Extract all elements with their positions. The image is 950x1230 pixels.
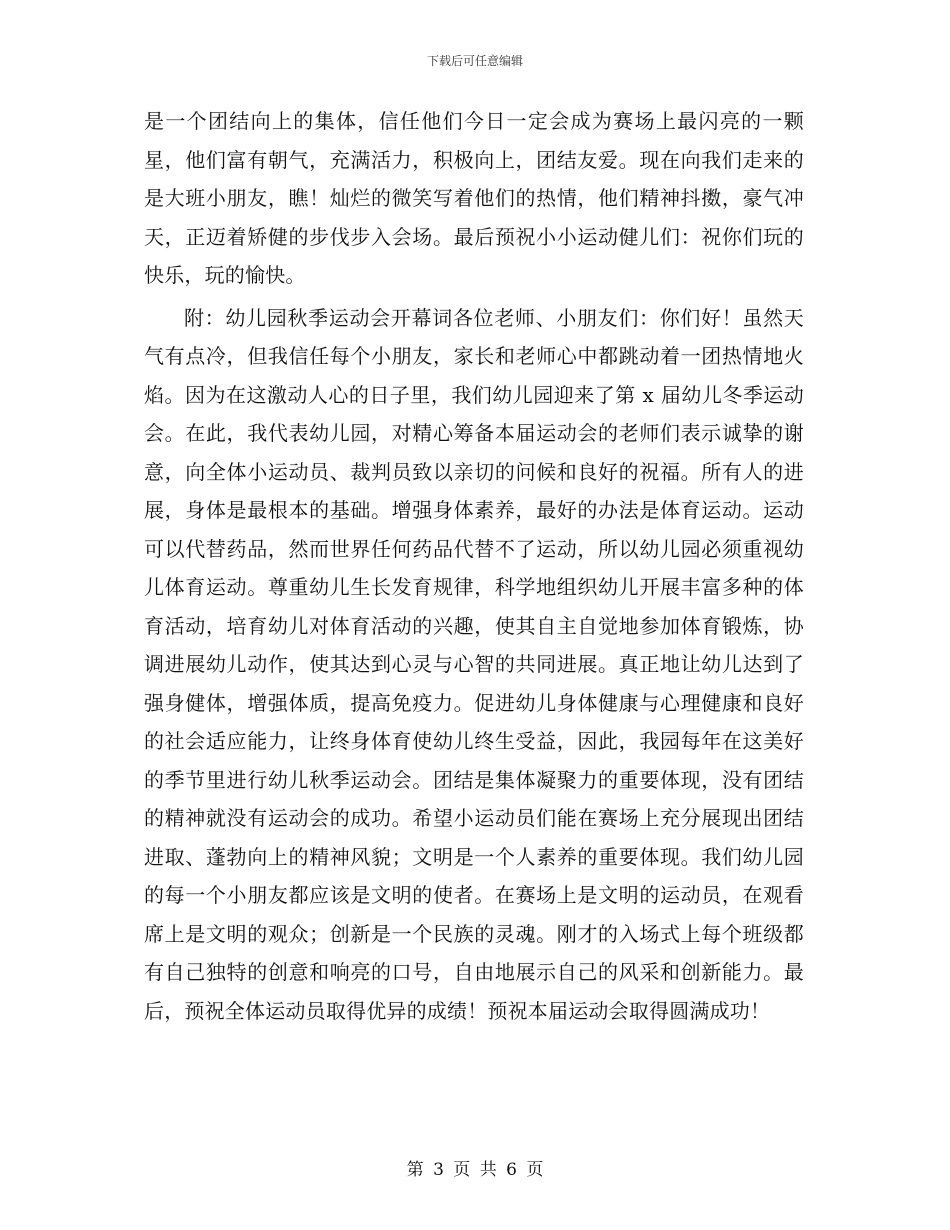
document-body	[144, 102, 804, 1030]
paragraph-opening-speech: 附：幼儿园秋季运动会开幕词各位老师、小朋友们：你们好！虽然天气有点冷，但我信任每个小朋友，家长和老师心中都跳动着一团热情地火焰。因为在这激动人心的日子里，我们幼儿园迎来了第 x 届幼儿冬季运动会。在此，我代表幼儿园，对精心筹备本届运动会的老师们表示诚挚的谢意，向全体小运动员、裁判员致以亲切的问候和良好的祝福。所有人的进展，身体是最根本的基础。增强身体素养，最好的办法是体育运动。运动可以代替药品，然而世界任何药品代替不了运动，所以幼儿园必须重视幼儿体育运动。尊重幼儿生长发育规律，科学地组织幼儿开展丰富多种的体育活动，培育幼儿对体育活动的兴趣，使其自主自觉地参加体育锻炼，协调进展幼儿动作，使其达到心灵与心智的共同进展。真正地让幼儿达到了强身健体，增强体质，提高免疫力。促进幼儿身体健康与心理健康和良好的社会适应能力，让终身体育使幼儿终生受益，因此，我园每年在这美好的季节里进行幼儿秋季运动会。团结是集体凝聚力的重要体现，没有团结的精神就没有运动会的成功。希望小运动员们能在赛场上充分展现出团结进取、蓬勃向上的精神风貌；文明是一个人素养的重要体现。我们幼儿园的每一个小朋友都应该是文明的使者。在赛场上是文明的运动员，在观看席上是文明的观众；创新是一个民族的灵魂。刚才的入场式上每个班级都有自己独特的创意和响亮的口号，自由地展示自己的风采和创新能力。最后，预祝全体运动员取得优异的成绩！预祝本届运动会取得圆满成功！	[144, 305, 804, 1023]
paragraph-continuation: 是一个团结向上的集体，信任他们今日一定会成为赛场上最闪亮的一颗星，他们富有朝气，充满活力，积极向上，团结友爱。现在向我们走来的是大班小朋友，瞧！灿烂的微笑写着他们的热情，他们精神抖擞，豪气冲天，正迈着矫健的步伐步入会场。最后预祝小小运动健儿们：祝你们玩的快乐，玩的愉快。	[144, 109, 804, 287]
page-header: 下载后可任意编辑	[426, 54, 523, 68]
page-number-footer: 第 3 页 共 6 页	[406, 1160, 544, 1180]
